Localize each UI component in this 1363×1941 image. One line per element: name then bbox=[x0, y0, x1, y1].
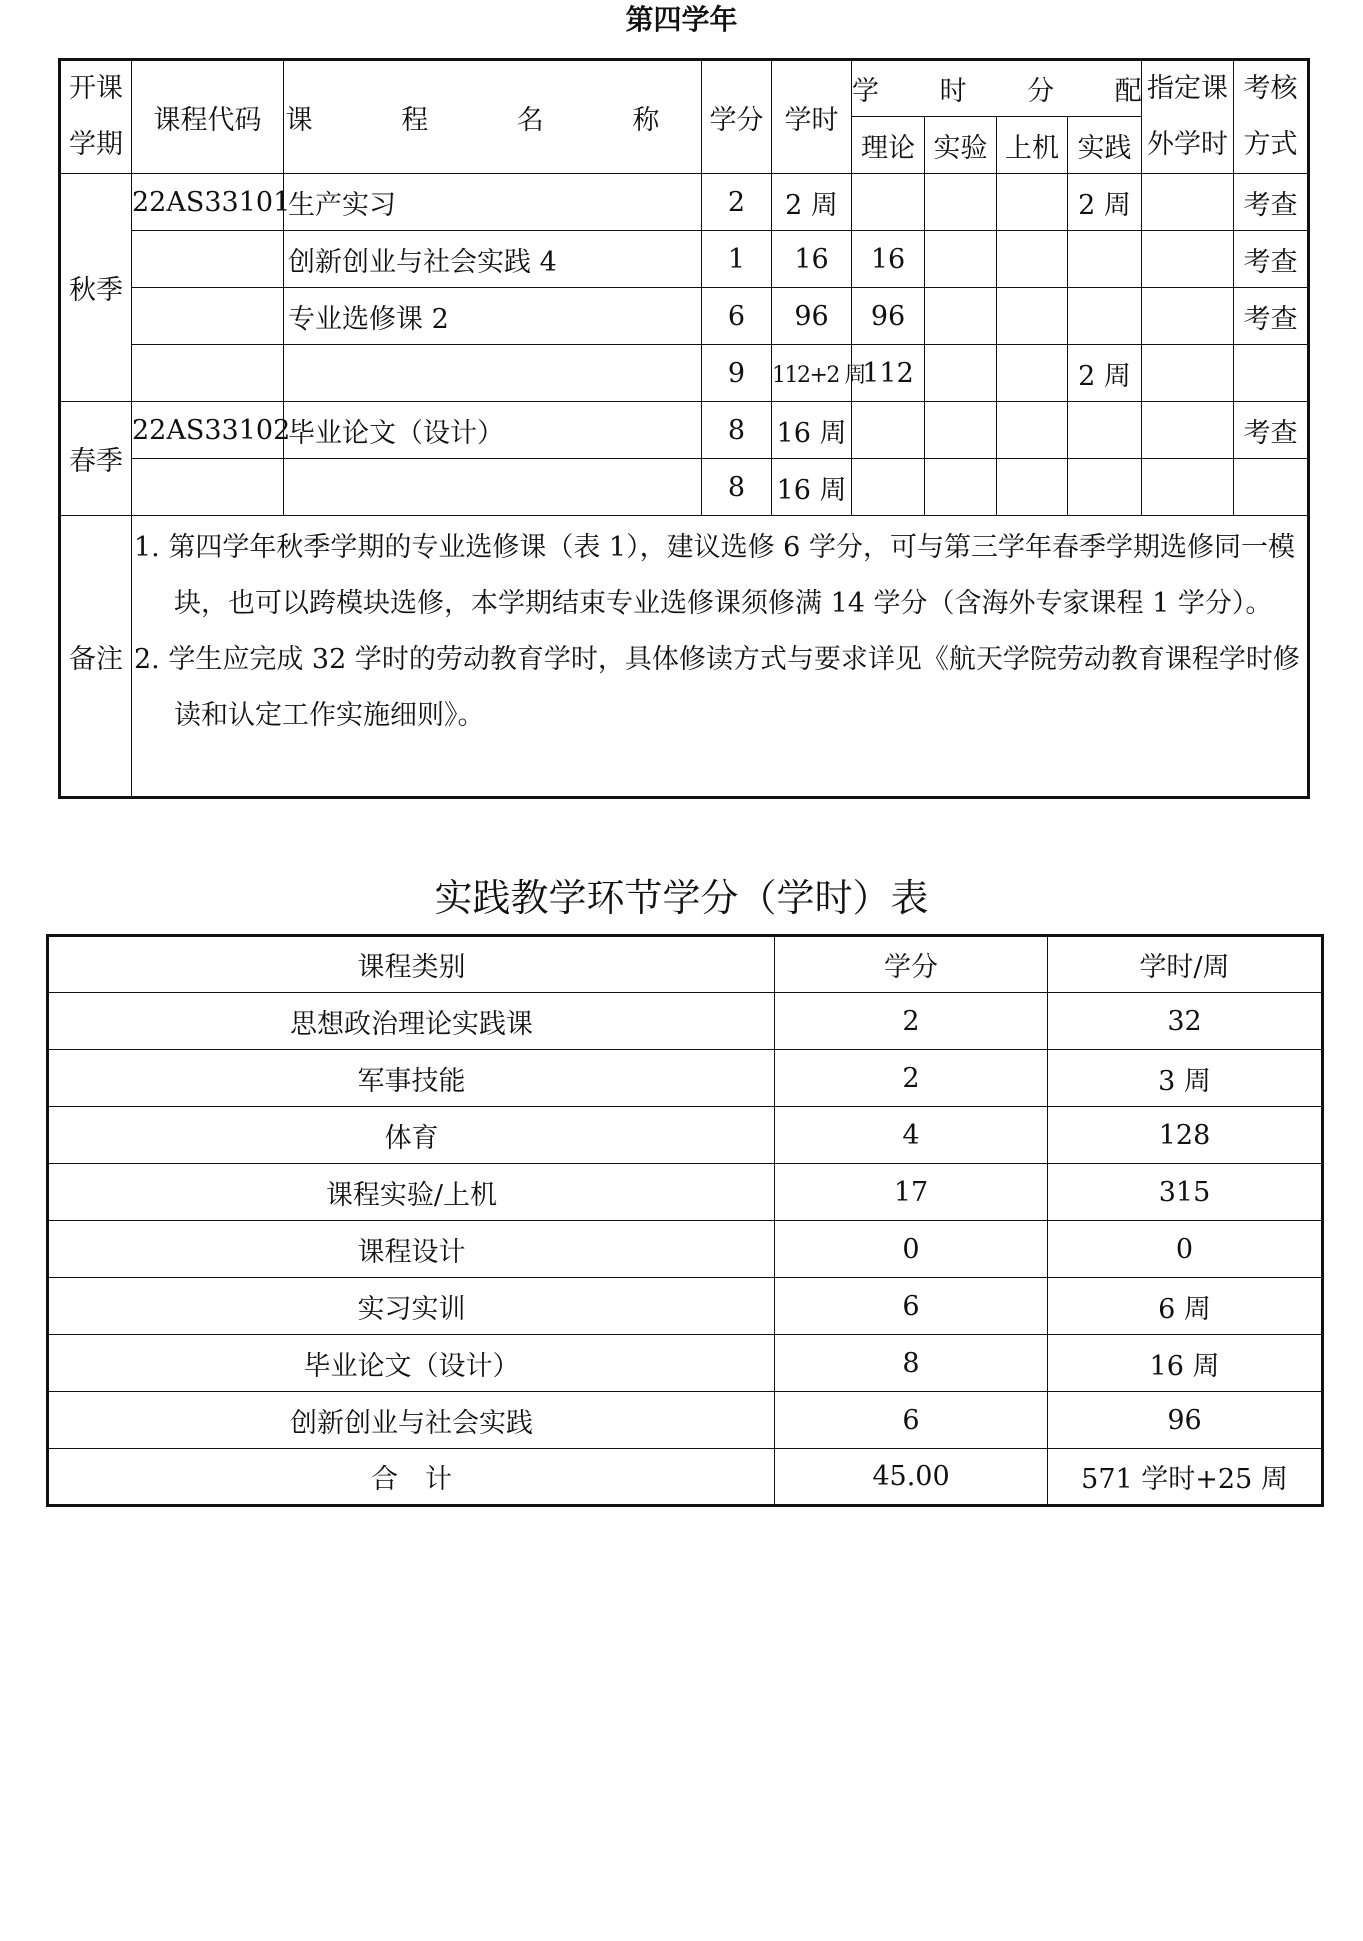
course-name: 生产实习 bbox=[284, 174, 702, 231]
hours-cell: 16 周 bbox=[1048, 1335, 1323, 1392]
table-row bbox=[60, 288, 1309, 345]
credits-cell: 8 bbox=[775, 1335, 1048, 1392]
course-lab bbox=[925, 288, 997, 345]
header-theory: 理论 bbox=[852, 117, 925, 174]
course-theory: 16 bbox=[852, 231, 925, 288]
course-assessment bbox=[1234, 345, 1309, 402]
hours-cell: 3 周 bbox=[1048, 1050, 1323, 1107]
course-credits: 6 bbox=[702, 288, 772, 345]
table-row bbox=[48, 1050, 1323, 1107]
table-header-row bbox=[48, 936, 1323, 993]
course-practice: 2 周 bbox=[1068, 174, 1142, 231]
subtotal-row bbox=[60, 459, 1309, 516]
course-assessment: 考查 bbox=[1234, 174, 1309, 231]
table-row bbox=[48, 1221, 1323, 1278]
table-row bbox=[60, 174, 1309, 231]
header-assessment: 考核 方式 bbox=[1234, 60, 1309, 174]
course-outside bbox=[1142, 345, 1234, 402]
course-practice bbox=[1068, 459, 1142, 516]
course-code: 22AS33102 bbox=[132, 402, 284, 459]
course-credits: 9 bbox=[702, 345, 772, 402]
course-lab bbox=[925, 459, 997, 516]
year-title: 第四学年 bbox=[625, 3, 738, 36]
course-hours: 112+2 周 bbox=[772, 345, 852, 402]
course-name: 毕业论文（设计） bbox=[284, 402, 702, 459]
header-practice: 实践 bbox=[1068, 117, 1142, 174]
credits-cell: 0 bbox=[775, 1221, 1048, 1278]
header-semester: 开课 学期 bbox=[60, 60, 132, 174]
header-credits: 学分 bbox=[775, 936, 1048, 993]
credits-cell: 2 bbox=[775, 993, 1048, 1050]
course-name: 专业选修课 2 bbox=[284, 288, 702, 345]
practice-credit-table bbox=[46, 934, 1324, 1507]
course-assessment: 考查 bbox=[1234, 402, 1309, 459]
semester-spring: 春季 bbox=[60, 402, 132, 516]
category-cell: 思想政治理论实践课 bbox=[48, 993, 775, 1050]
header-hours-weeks: 学时/周 bbox=[1048, 936, 1323, 993]
credits-cell: 6 bbox=[775, 1392, 1048, 1449]
category-cell: 体育 bbox=[48, 1107, 775, 1164]
course-credits: 1 bbox=[702, 231, 772, 288]
course-assessment: 考查 bbox=[1234, 231, 1309, 288]
course-outside bbox=[1142, 459, 1234, 516]
table-row bbox=[48, 1335, 1323, 1392]
subtotal-row bbox=[60, 345, 1309, 402]
notes-label: 备注 bbox=[60, 516, 132, 798]
category-cell: 实习实训 bbox=[48, 1278, 775, 1335]
course-theory bbox=[852, 459, 925, 516]
notes-row bbox=[60, 516, 1309, 798]
course-practice bbox=[1068, 402, 1142, 459]
hours-cell: 315 bbox=[1048, 1164, 1323, 1221]
course-hours: 2 周 bbox=[772, 174, 852, 231]
course-hours: 16 bbox=[772, 231, 852, 288]
course-computer bbox=[997, 345, 1068, 402]
note-item: 1. 第四学年秋季学期的专业选修课（表 1），建议选修 6 学分，可与第三学年春季学期选修同一模块，也可以跨模块选修，本学期结束专业选修课须修满 14 学分（含海外专家课程 1 学分）。 bbox=[134, 532, 1295, 619]
course-outside bbox=[1142, 288, 1234, 345]
course-code bbox=[132, 459, 284, 516]
course-theory: 96 bbox=[852, 288, 925, 345]
total-hours: 571 学时+25 周 bbox=[1048, 1449, 1323, 1506]
course-credits: 8 bbox=[702, 459, 772, 516]
course-computer bbox=[997, 174, 1068, 231]
course-hours: 16 周 bbox=[772, 459, 852, 516]
table-row bbox=[48, 993, 1323, 1050]
credits-cell: 17 bbox=[775, 1164, 1048, 1221]
note-item: 2. 学生应完成 32 学时的劳动教育学时，具体修读方式与要求详见《航天学院劳动教育课程学时修读和认定工作实施细则》。 bbox=[134, 644, 1300, 731]
header-code: 课程代码 bbox=[132, 60, 284, 174]
hours-cell: 32 bbox=[1048, 993, 1323, 1050]
category-cell: 课程设计 bbox=[48, 1221, 775, 1278]
course-name: 创新创业与社会实践 4 bbox=[284, 231, 702, 288]
table-row bbox=[48, 1392, 1323, 1449]
course-code bbox=[132, 288, 284, 345]
credits-cell: 2 bbox=[775, 1050, 1048, 1107]
course-theory bbox=[852, 402, 925, 459]
notes-content bbox=[132, 516, 1309, 798]
total-row bbox=[48, 1449, 1323, 1506]
course-lab bbox=[925, 231, 997, 288]
header-hours: 学时 bbox=[772, 60, 852, 174]
table-row bbox=[60, 231, 1309, 288]
course-code bbox=[132, 231, 284, 288]
category-cell: 毕业论文（设计） bbox=[48, 1335, 775, 1392]
course-credits: 2 bbox=[702, 174, 772, 231]
course-hours: 96 bbox=[772, 288, 852, 345]
hours-cell: 0 bbox=[1048, 1221, 1323, 1278]
header-lab: 实验 bbox=[925, 117, 997, 174]
header-computer: 上机 bbox=[997, 117, 1068, 174]
course-name bbox=[284, 345, 702, 402]
header-designated-hours: 指定课 外学时 bbox=[1142, 60, 1234, 174]
header-category: 课程类别 bbox=[48, 936, 775, 993]
course-code: 22AS33101 bbox=[132, 174, 284, 231]
header-name: 课 程 名 称 bbox=[284, 60, 702, 174]
total-label: 合 计 bbox=[48, 1449, 775, 1506]
course-lab bbox=[925, 345, 997, 402]
credits-cell: 6 bbox=[775, 1278, 1048, 1335]
table-row bbox=[48, 1107, 1323, 1164]
course-theory bbox=[852, 174, 925, 231]
total-credits: 45.00 bbox=[775, 1449, 1048, 1506]
header-hour-allocation: 学 时 分 配 bbox=[852, 60, 1142, 117]
fourth-year-course-table bbox=[58, 58, 1310, 799]
course-code bbox=[132, 345, 284, 402]
course-lab bbox=[925, 402, 997, 459]
course-outside bbox=[1142, 402, 1234, 459]
hours-cell: 6 周 bbox=[1048, 1278, 1323, 1335]
course-credits: 8 bbox=[702, 402, 772, 459]
category-cell: 创新创业与社会实践 bbox=[48, 1392, 775, 1449]
course-outside bbox=[1142, 231, 1234, 288]
credits-cell: 4 bbox=[775, 1107, 1048, 1164]
course-computer bbox=[997, 459, 1068, 516]
hours-cell: 128 bbox=[1048, 1107, 1323, 1164]
course-computer bbox=[997, 231, 1068, 288]
course-name bbox=[284, 459, 702, 516]
category-cell: 军事技能 bbox=[48, 1050, 775, 1107]
table-row bbox=[60, 402, 1309, 459]
course-assessment: 考查 bbox=[1234, 288, 1309, 345]
course-outside bbox=[1142, 174, 1234, 231]
course-assessment bbox=[1234, 459, 1309, 516]
course-lab bbox=[925, 174, 997, 231]
course-practice: 2 周 bbox=[1068, 345, 1142, 402]
practice-table-title: 实践教学环节学分（学时）表 bbox=[434, 876, 929, 920]
header-credits: 学分 bbox=[702, 60, 772, 174]
course-computer bbox=[997, 402, 1068, 459]
semester-autumn: 秋季 bbox=[60, 174, 132, 402]
table-row bbox=[48, 1164, 1323, 1221]
course-practice bbox=[1068, 288, 1142, 345]
course-hours: 16 周 bbox=[772, 402, 852, 459]
course-computer bbox=[997, 288, 1068, 345]
hours-cell: 96 bbox=[1048, 1392, 1323, 1449]
category-cell: 课程实验/上机 bbox=[48, 1164, 775, 1221]
table-row bbox=[48, 1278, 1323, 1335]
course-theory: 112 bbox=[852, 345, 925, 402]
course-practice bbox=[1068, 231, 1142, 288]
